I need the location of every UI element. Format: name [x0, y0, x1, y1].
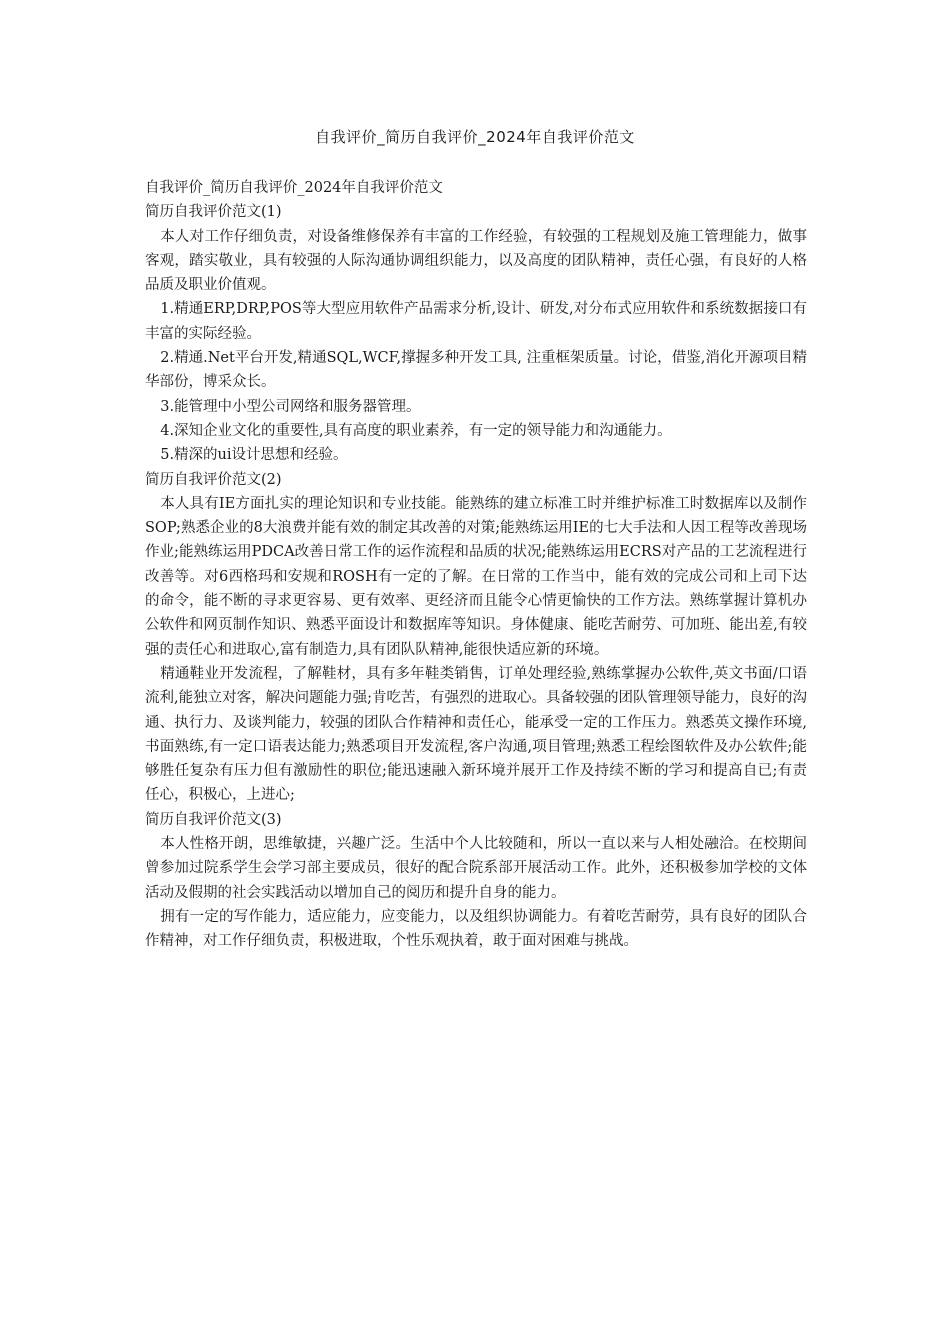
- list-item: 5.精深的ui设计思想和经验。: [160, 447, 348, 464]
- list-item: 4.深知企业文化的重要性,具有高度的职业素养，有一定的领导能力和沟通能力。: [160, 422, 672, 439]
- document-heading: 自我评价_简历自我评价_2024年自我评价范文: [145, 180, 443, 196]
- section-heading: 简历自我评价范文(3): [145, 811, 282, 828]
- section-paragraph: 精通鞋业开发流程，了解鞋材，具有多年鞋类销售，订单处理经验,熟练掌握办公软件,英文书面/口语流利,能独立对客，解决问题能力强;肯吃苦，有强烈的进取心。具备较强的团队管理领导能力，良好的沟通、执行力、及谈判能力，较强的团队合作精神和责任心，能承受一定的工作压力。熟悉英文操作环境,书面熟练,有一定口语表达能力;熟悉项目开发流程,客户沟通,项目管理;熟悉工程绘图软件及办公软件;能够胜任复杂有压力但有激励性的职位;能迅速融入新环境并展开工作及持续不断的学习和提高自已;有责任心，积极心，上进心;: [145, 665, 807, 804]
- document-body: [145, 176, 807, 954]
- section-paragraph: 本人性格开朗，思维敏捷，兴趣广泛。生活中个人比较随和，所以一直以来与人相处融洽。在校期间曾参加过院系学生会学习部主要成员，很好的配合院系部开展活动工作。此外，还积极参加学校的文体活动及假期的社会实践活动以增加自己的阅历和提升自身的能力。: [145, 836, 807, 901]
- section-heading: 简历自我评价范文(1): [145, 204, 282, 221]
- document-title: 自我评价_简历自我评价_2024年自我评价范文: [315, 128, 635, 146]
- list-item: 3.能管理中小型公司网络和服务器管理。: [160, 398, 421, 415]
- section-paragraph: 拥有一定的写作能力，适应能力，应变能力，以及组织协调能力。有着吃苦耐劳，具有良好的团队合作精神，对工作仔细负责，积极进取，个性乐观执着，敢于面对困难与挑战。: [145, 908, 807, 950]
- list-item: 1.精通ERP,DRP,POS等大型应用软件产品需求分析,设计、研发,对分布式应用软件和系统数据接口有丰富的实际经验。: [145, 301, 807, 342]
- section-paragraph: 本人对工作仔细负责，对设备维修保养有丰富的工作经验，有较强的工程规划及施工管理能力，做事客观，踏实敬业，具有较强的人际沟通协调组织能力，以及高度的团队精神，责任心强，有良好的人格品质及职业价值观。: [145, 228, 807, 294]
- list-item: 2.精通.Net平台开发,精通SQL,WCF,撑握多种开发工具, 注重框架质量。讨论，借鉴,消化开源项目精华部份，博采众长。: [145, 350, 807, 391]
- section-paragraph: 本人具有IE方面扎实的理论知识和专业技能。能熟练的建立标准工时并维护标准工时数据库以及制作SOP;熟悉企业的8大浪费并能有效的制定其改善的对策;能熟练运用IE的七大手法和人因工程等改善现场作业;能熟练运用PDCA改善日常工作的运作流程和品质的状况;能熟练运用ECRS对产品的工艺流程进行改善等。对6西格玛和安规和ROSH有一定的了解。在日常的工作当中，能有效的完成公司和上司下达的命令，能不断的寻求更容易、更有效率、更经济而且能令心情更愉快的工作方法。熟练掌握计算机办公软件和网页制作知识、熟悉平面设计和数据库等知识。身体健康、能吃苦耐劳、可加班、能出差,有较强的责任心和进取心,富有制造力,具有团队队精神,能很快适应新的环境。: [145, 495, 807, 658]
- section-heading: 简历自我评价范文(2): [145, 471, 282, 488]
